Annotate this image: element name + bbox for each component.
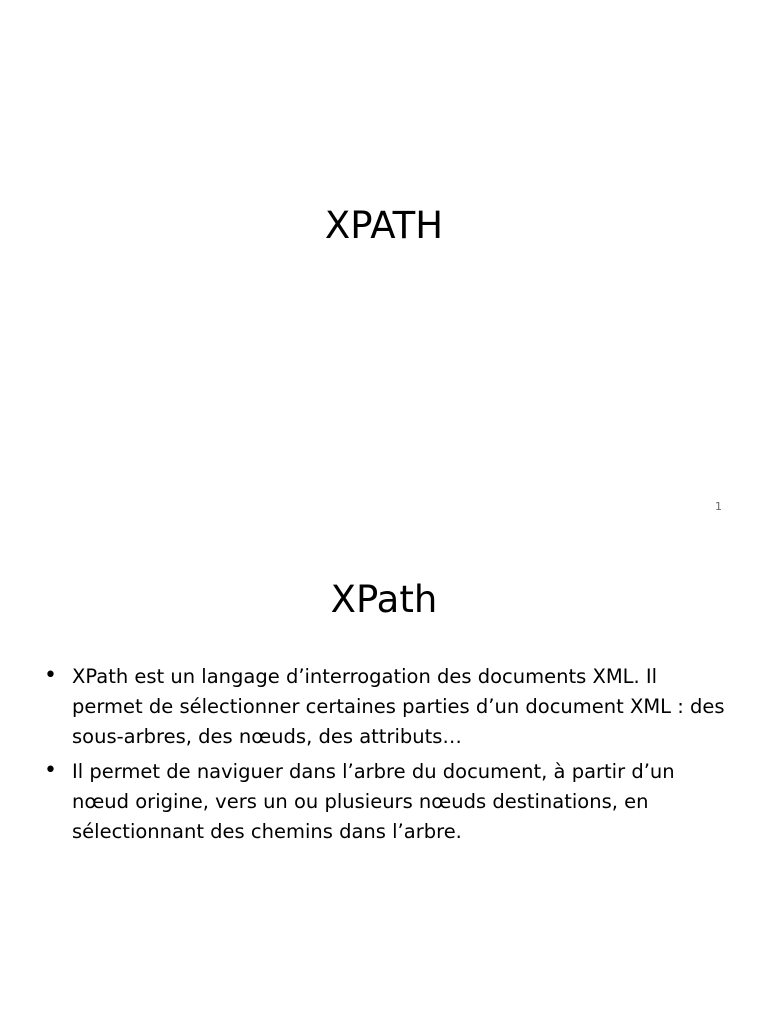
slide-2 (0, 520, 768, 1024)
slide-1-title: XPATH (324, 204, 444, 247)
bullet-icon: • (44, 758, 57, 783)
bullet-text: XPath est un langage d’interrogation des documents XML. Il permet de sélectionner certaines parties d’un document XML : des sous-arbres, des nœuds, des attributs… (72, 665, 725, 748)
bullet-item (40, 757, 730, 847)
bullet-list (40, 662, 730, 852)
bullet-item (40, 662, 730, 752)
bullet-text: Il permet de naviguer dans l’arbre du document, à partir d’un nœud origine, vers un ou plusieurs nœuds destinations, en sélectionnant des chemins dans l’arbre. (72, 760, 675, 843)
page-number: 1 (715, 500, 722, 513)
bullet-icon: • (44, 663, 57, 688)
slide-2-title: XPath (330, 578, 438, 621)
